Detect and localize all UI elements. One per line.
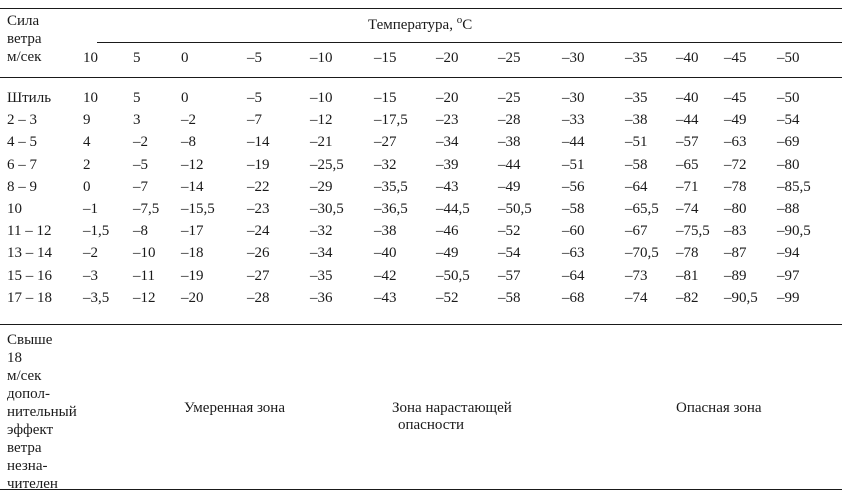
wind-speed-label: 8 – 9 xyxy=(7,178,37,195)
wind-chill-value: –71 xyxy=(676,178,699,195)
wind-chill-value: –19 xyxy=(247,156,270,173)
temperature-header-text: Температура, xyxy=(368,17,457,33)
wind-chill-value: –57 xyxy=(676,134,699,151)
wind-chill-value: –75,5 xyxy=(676,223,710,240)
wind-chill-value: –72 xyxy=(724,156,747,173)
wind-chill-value: –27 xyxy=(374,134,397,151)
footnote-line: допол- xyxy=(7,386,50,402)
temperature-column-header: –50 xyxy=(777,50,800,66)
wind-chill-value: –82 xyxy=(676,289,699,306)
wind-chill-value: –15 xyxy=(374,90,397,106)
wind-chill-value: –50,5 xyxy=(498,201,532,217)
wind-chill-value: –49 xyxy=(498,178,521,195)
wind-chill-value: –18 xyxy=(181,245,204,262)
temperature-column-header: –45 xyxy=(724,50,747,66)
wind-speed-label: 2 – 3 xyxy=(7,112,37,129)
wind-chill-value: –35 xyxy=(310,267,333,284)
wind-speed-label: Штиль xyxy=(7,90,52,106)
wind-chill-value: –50 xyxy=(777,90,800,106)
increasing-danger-zone-label-line2: опасности xyxy=(398,417,464,433)
wind-speed-header xyxy=(7,12,42,66)
wind-chill-value: –14 xyxy=(247,134,270,151)
wind-chill-value: –58 xyxy=(498,289,521,306)
footnote-line: м/сек xyxy=(7,368,42,384)
top-rule xyxy=(0,8,842,9)
temperature-column-header: 0 xyxy=(181,50,189,66)
temperature-column-header: –15 xyxy=(374,50,397,66)
wind-chill-value: –10 xyxy=(310,90,333,106)
wind-speed-header-line: м/сек xyxy=(7,49,42,65)
wind-chill-value: –30 xyxy=(562,90,585,106)
wind-chill-value: –1 xyxy=(83,201,98,217)
wind-chill-value: –43 xyxy=(436,178,459,195)
wind-chill-value: –23 xyxy=(436,112,459,129)
wind-chill-value: –22 xyxy=(247,178,270,195)
wind-chill-value: –58 xyxy=(625,156,648,173)
wind-chill-value: –21 xyxy=(310,134,333,151)
wind-chill-value: –46 xyxy=(436,223,459,240)
wind-chill-value: 10 xyxy=(83,90,98,106)
wind-speed-label: 17 – 18 xyxy=(7,289,52,306)
footnote-line: незна- xyxy=(7,458,48,474)
wind-chill-value: –32 xyxy=(374,156,397,173)
temperature-column-header: –10 xyxy=(310,50,333,66)
wind-chill-value: –43 xyxy=(374,289,397,306)
wind-speed-label: 11 – 12 xyxy=(7,223,52,240)
wind-chill-value: –39 xyxy=(436,156,459,173)
temperature-column-header: –5 xyxy=(247,50,262,66)
wind-chill-value: –64 xyxy=(625,178,648,195)
wind-chill-value: –36 xyxy=(310,289,333,306)
footnote-line: ветра xyxy=(7,440,42,456)
wind-chill-value: –70,5 xyxy=(625,245,659,262)
wind-chill-value: –35 xyxy=(625,90,648,106)
wind-chill-value: 2 xyxy=(83,156,91,173)
wind-chill-value: –85,5 xyxy=(777,178,811,195)
wind-chill-value: –65,5 xyxy=(625,201,659,217)
wind-chill-value: –38 xyxy=(498,134,521,151)
wind-chill-value: –38 xyxy=(625,112,648,129)
temperature-column-header: 10 xyxy=(83,50,98,66)
wind-chill-value: –3 xyxy=(83,267,98,284)
temperature-column-header: –25 xyxy=(498,50,521,66)
footnote-line: 18 xyxy=(7,350,22,366)
wind-chill-value: –12 xyxy=(310,112,333,129)
wind-chill-value: –49 xyxy=(724,112,747,129)
wind-chill-value: –38 xyxy=(374,223,397,240)
wind-speed-label: 6 – 7 xyxy=(7,156,37,173)
wind-chill-value: 4 xyxy=(83,134,91,151)
wind-chill-value: –97 xyxy=(777,267,800,284)
wind-chill-value: –50,5 xyxy=(436,267,470,284)
wind-chill-value: –20 xyxy=(181,289,204,306)
wind-chill-value: –67 xyxy=(625,223,648,240)
wind-chill-value: –36,5 xyxy=(374,201,408,217)
wind-chill-value: –2 xyxy=(83,245,98,262)
wind-chill-value: –28 xyxy=(247,289,270,306)
wind-chill-value: 0 xyxy=(83,178,91,195)
wind-chill-value: –11 xyxy=(133,267,155,284)
wind-chill-value: –80 xyxy=(777,156,800,173)
footnote-line: нительный xyxy=(7,404,77,420)
wind-chill-value: –12 xyxy=(181,156,204,173)
wind-chill-value: –20 xyxy=(436,90,459,106)
temperature-column-header: –20 xyxy=(436,50,459,66)
wind-chill-value: –44,5 xyxy=(436,201,470,217)
wind-chill-value: 5 xyxy=(133,90,141,106)
table-bottom-rule xyxy=(0,489,842,490)
wind-chill-value: –5 xyxy=(247,90,262,106)
wind-speed-label: 13 – 14 xyxy=(7,245,52,262)
moderate-zone-label: Умеренная зона xyxy=(184,400,285,416)
temperature-unit: С xyxy=(462,17,473,33)
wind-chill-value: –52 xyxy=(436,289,459,306)
wind-chill-value: –24 xyxy=(247,223,270,240)
wind-chill-value: –89 xyxy=(724,267,747,284)
wind-chill-value: –56 xyxy=(562,178,585,195)
wind-chill-value: –44 xyxy=(498,156,521,173)
wind-chill-value: –25,5 xyxy=(310,156,344,173)
wind-chill-value: –54 xyxy=(777,112,800,129)
wind-chill-value: –42 xyxy=(374,267,397,284)
wind-chill-value: –87 xyxy=(724,245,747,262)
wind-chill-value: –63 xyxy=(724,134,747,151)
wind-chill-value: –90,5 xyxy=(777,223,811,240)
temperature-column-header: –40 xyxy=(676,50,699,66)
body-bottom-rule xyxy=(0,324,842,325)
wind-chill-value: –12 xyxy=(133,289,156,306)
wind-chill-value: –7,5 xyxy=(133,201,160,217)
wind-chill-value: –90,5 xyxy=(724,289,758,306)
header-divider-rule xyxy=(97,42,842,43)
temperature-degree-mark: о xyxy=(456,14,463,26)
wind-chill-value: –73 xyxy=(625,267,648,284)
increasing-danger-zone-label-line1: Зона нарастающей xyxy=(392,400,512,416)
wind-chill-value: –23 xyxy=(247,201,270,217)
footnote-line: эффект xyxy=(7,422,54,438)
wind-chill-value: –64 xyxy=(562,267,585,284)
wind-chill-value: –34 xyxy=(436,134,459,151)
header-bottom-rule xyxy=(0,77,842,78)
wind-chill-value: –54 xyxy=(498,245,521,262)
wind-chill-value: –19 xyxy=(181,267,204,284)
wind-chill-value: –60 xyxy=(562,223,585,240)
wind-chill-value: –10 xyxy=(133,245,156,262)
wind-chill-value: –44 xyxy=(676,112,699,129)
temperature-header xyxy=(368,14,473,34)
wind-chill-value: –68 xyxy=(562,289,585,306)
wind-chill-value: –88 xyxy=(777,201,800,217)
wind-chill-value: –29 xyxy=(310,178,333,195)
wind-chill-value: –40 xyxy=(374,245,397,262)
temperature-column-header: 5 xyxy=(133,50,141,66)
wind-chill-value: 0 xyxy=(181,90,189,106)
wind-chill-value: –69 xyxy=(777,134,800,151)
footnote-stub xyxy=(7,331,77,493)
footnote-line: чителен xyxy=(7,476,58,492)
wind-chill-value: –74 xyxy=(676,201,699,217)
wind-chill-value: –8 xyxy=(181,134,196,151)
wind-chill-value: –35,5 xyxy=(374,178,408,195)
wind-chill-value: –49 xyxy=(436,245,459,262)
wind-chill-value: –40 xyxy=(676,90,699,106)
wind-chill-value: –17 xyxy=(181,223,204,240)
wind-chill-value: –14 xyxy=(181,178,204,195)
temperature-column-header: –30 xyxy=(562,50,585,66)
wind-chill-value: –81 xyxy=(676,267,699,284)
wind-chill-value: –32 xyxy=(310,223,333,240)
wind-chill-value: –65 xyxy=(676,156,699,173)
wind-chill-value: –74 xyxy=(625,289,648,306)
wind-chill-value: –83 xyxy=(724,223,747,240)
wind-chill-value: –26 xyxy=(247,245,270,262)
wind-speed-label: 4 – 5 xyxy=(7,134,37,151)
wind-chill-value: 9 xyxy=(83,112,91,129)
wind-chill-value: –25 xyxy=(498,90,521,106)
wind-chill-value: –63 xyxy=(562,245,585,262)
wind-chill-value: –5 xyxy=(133,156,148,173)
wind-chill-value: –1,5 xyxy=(83,223,110,240)
temperature-column-header: –35 xyxy=(625,50,648,66)
wind-chill-value: 3 xyxy=(133,112,141,129)
wind-chill-value: –80 xyxy=(724,201,747,217)
dangerous-zone-label: Опасная зона xyxy=(676,400,762,416)
wind-chill-value: –15,5 xyxy=(181,201,215,217)
wind-chill-value: –27 xyxy=(247,267,270,284)
wind-chill-value: –7 xyxy=(133,178,148,195)
footnote-line: Свыше xyxy=(7,332,53,348)
wind-chill-value: –2 xyxy=(133,134,148,151)
wind-chill-value: –28 xyxy=(498,112,521,129)
wind-speed-header-line: ветра xyxy=(7,31,42,47)
wind-speed-label: 10 xyxy=(7,201,22,217)
wind-chill-value: –99 xyxy=(777,289,800,306)
wind-chill-value: –52 xyxy=(498,223,521,240)
wind-chill-value: –17,5 xyxy=(374,112,408,129)
wind-chill-value: –34 xyxy=(310,245,333,262)
wind-chill-value: –57 xyxy=(498,267,521,284)
wind-chill-value: –51 xyxy=(562,156,585,173)
wind-chill-value: –44 xyxy=(562,134,585,151)
wind-chill-value: –30,5 xyxy=(310,201,344,217)
wind-chill-value: –78 xyxy=(724,178,747,195)
wind-chill-value: –33 xyxy=(562,112,585,129)
wind-chill-value: –8 xyxy=(133,223,148,240)
wind-chill-value: –45 xyxy=(724,90,747,106)
wind-chill-value: –58 xyxy=(562,201,585,217)
wind-chill-value: –2 xyxy=(181,112,196,129)
wind-chill-value: –78 xyxy=(676,245,699,262)
wind-chill-value: –7 xyxy=(247,112,262,129)
wind-speed-header-line: Сила xyxy=(7,13,40,29)
wind-chill-value: –3,5 xyxy=(83,289,110,306)
wind-chill-value: –94 xyxy=(777,245,800,262)
wind-chill-value: –51 xyxy=(625,134,648,151)
wind-speed-label: 15 – 16 xyxy=(7,267,52,284)
